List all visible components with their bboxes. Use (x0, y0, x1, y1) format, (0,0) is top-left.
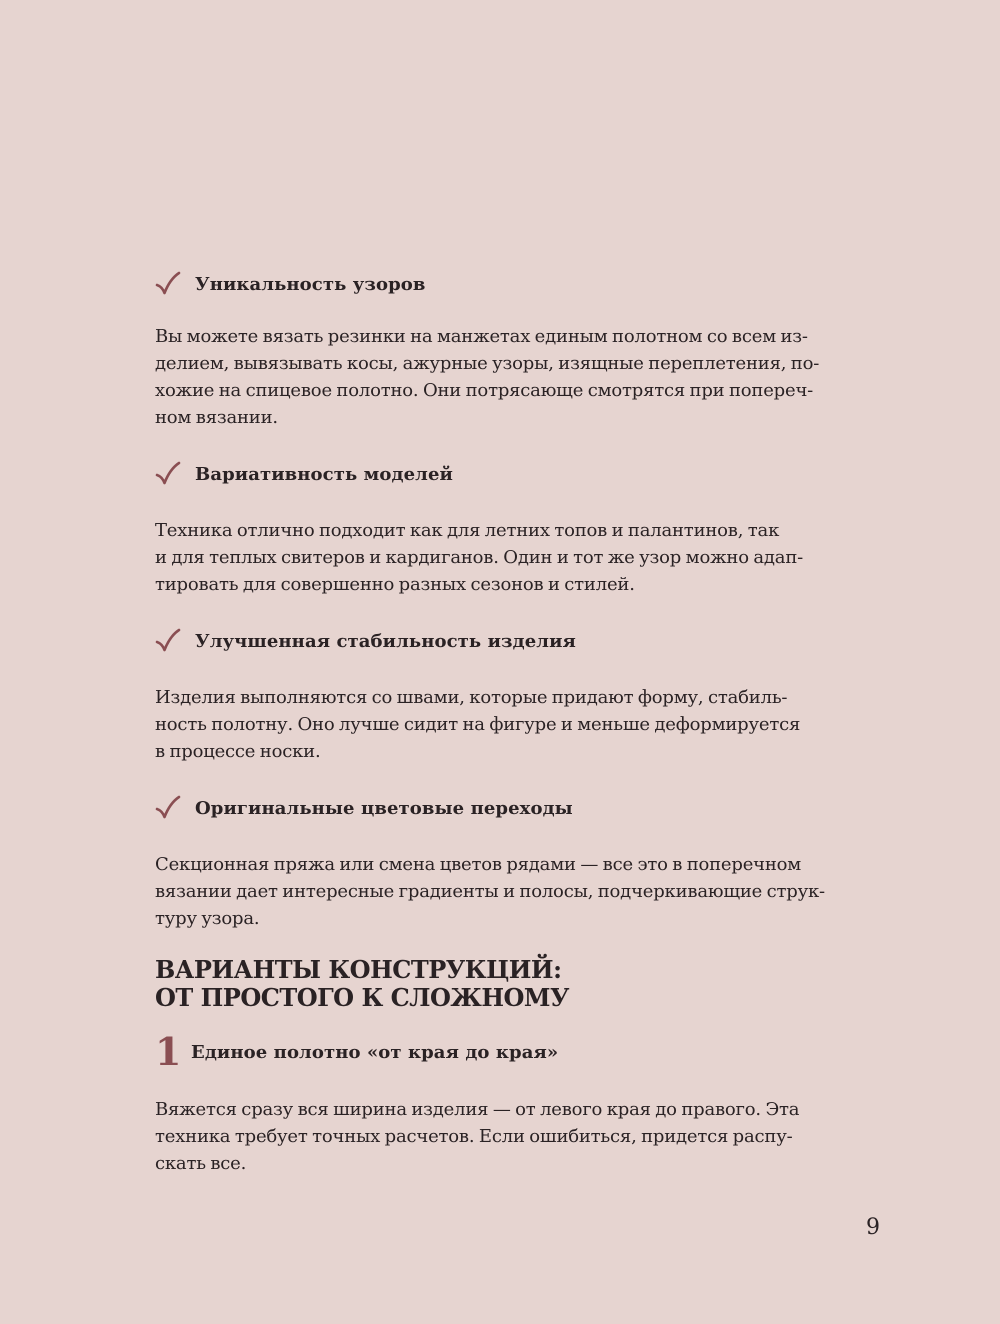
text-line: вязании дает интересные градиенты и полосы, подчеркивающие струк- (155, 881, 825, 902)
construction-item (155, 1028, 810, 1177)
text-line: Изделия выполняются со швами, которые придают форму, стабиль- (155, 687, 788, 708)
feature-description (155, 851, 825, 932)
text-line: в процессе носки. (155, 741, 321, 762)
construction-heading (155, 1028, 810, 1076)
text-line: скать все. (155, 1153, 247, 1174)
feature-description (155, 684, 810, 765)
check-icon (155, 271, 181, 297)
section-heading-line: ОТ ПРОСТОГО К СЛОЖНОМУ (155, 983, 569, 1012)
feature-heading (155, 456, 810, 492)
text-line: Секционная пряжа или смена цветов рядами — все это в поперечном (155, 854, 802, 875)
feature-unique-patterns (155, 266, 820, 431)
text-line: Вяжется сразу вся ширина изделия — от левого края до правого. Эта (155, 1099, 800, 1120)
text-line: Техника отлично подходит как для летних топов и палантинов, так (155, 520, 780, 541)
feature-stability (155, 623, 810, 765)
feature-model-variety (155, 456, 810, 598)
construction-description (155, 1096, 810, 1177)
feature-title: Уникальность узоров (195, 273, 426, 295)
construction-title: Единое полотно «от края до края» (191, 1041, 559, 1063)
text-line: делием, вывязывать косы, ажурные узоры, изящные переплетения, по- (155, 353, 820, 374)
feature-description (155, 323, 820, 431)
feature-title: Оригинальные цветовые переходы (195, 797, 573, 819)
feature-heading (155, 266, 810, 302)
text-line: ном вязании. (155, 407, 278, 428)
text-line: туру узора. (155, 908, 260, 929)
feature-title: Улучшенная стабильность изделия (195, 630, 576, 652)
feature-description (155, 517, 810, 598)
text-line: хожие на спицевое полотно. Они потрясающе смотрятся при попереч- (155, 380, 814, 401)
feature-title: Вариативность моделей (195, 463, 453, 485)
page-content (155, 266, 825, 1177)
check-icon (155, 628, 181, 654)
check-icon (155, 461, 181, 487)
text-line: техника требует точных расчетов. Если ошибиться, придется распу- (155, 1126, 793, 1147)
construction-number: 1 (155, 1029, 182, 1074)
page-number: 9 (866, 1215, 880, 1240)
text-line: ность полотну. Оно лучше сидит на фигуре и меньше деформируется (155, 714, 801, 735)
feature-heading (155, 623, 810, 659)
feature-heading (155, 790, 810, 826)
feature-color-transitions (155, 790, 825, 932)
section-heading-line: ВАРИАНТЫ КОНСТРУКЦИЙ: (155, 955, 562, 984)
text-line: Вы можете вязать резинки на манжетах единым полотном со всем из- (155, 326, 808, 347)
text-line: тировать для совершенно разных сезонов и стилей. (155, 574, 635, 595)
section-heading (155, 956, 810, 1012)
check-icon (155, 795, 181, 821)
text-line: и для теплых свитеров и кардиганов. Один и тот же узор можно адап- (155, 547, 804, 568)
